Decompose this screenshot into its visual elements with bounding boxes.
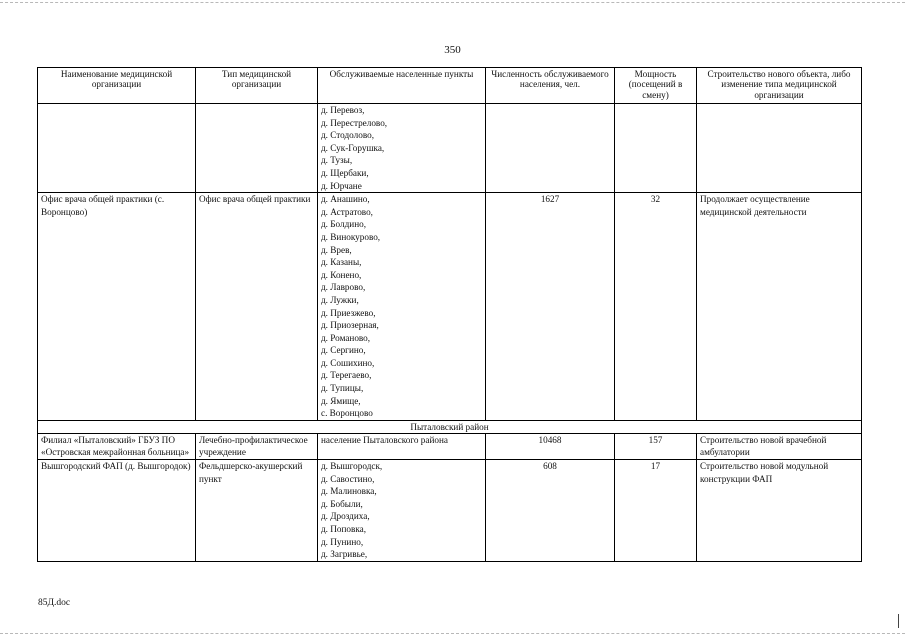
scan-edge-top	[0, 2, 905, 3]
header-org-name: Наименование медицинской организации	[38, 68, 196, 104]
settlement-list	[321, 193, 482, 420]
settlement-item: д. Щербаки,	[321, 167, 369, 178]
cell-org-type: Фельдшерско-акушерский пункт	[196, 460, 318, 562]
settlement-item: д. Лужки,	[321, 294, 359, 305]
settlement-item: д. Юрчане	[321, 180, 362, 191]
cell-construction: Строительство новой врачебной амбулатории	[697, 433, 862, 459]
settlement-item: д. Савостино,	[321, 473, 375, 484]
cell-population	[486, 104, 615, 193]
settlement-item: д. Пунино,	[321, 536, 364, 547]
header-settlements: Обслуживаемые населенные пункты	[318, 68, 486, 104]
settlement-item: д. Винокурово,	[321, 231, 381, 242]
settlement-item: д. Болдино,	[321, 219, 366, 230]
cell-org-name: Офис врача общей практики (с. Воронцово)	[38, 193, 196, 421]
cell-org-type: Лечебно-профилактическое учреждение	[196, 433, 318, 459]
settlement-item: д. Бобыли,	[321, 498, 363, 509]
section-title: Пыталовский район	[38, 420, 862, 433]
table-row-pytalovo	[38, 433, 862, 459]
header-capacity: Мощность (посещений в смену)	[615, 68, 697, 104]
settlement-item: д. Поповка,	[321, 524, 367, 534]
settlement-item: д. Врев,	[321, 244, 352, 255]
settlement-item: д. Тузы,	[321, 155, 353, 166]
cell-population: 10468	[486, 433, 615, 459]
cell-construction	[697, 104, 862, 193]
settlement-item: д. Сошихино,	[321, 357, 375, 368]
table-header-row	[38, 68, 862, 104]
settlement-item: д. Терегаево,	[321, 370, 372, 381]
settlement-list	[321, 104, 482, 192]
settlement-item: д. Сергино,	[321, 345, 366, 356]
settlement-item: с. Воронцово	[321, 408, 373, 419]
table-row-vyshgorodok	[38, 460, 862, 562]
cell-settlements	[318, 460, 486, 562]
settlement-item: д. Конено,	[321, 269, 362, 280]
scan-edge-mark	[898, 614, 899, 628]
cell-population: 608	[486, 460, 615, 562]
cell-settlements	[318, 193, 486, 421]
settlement-item: д. Сук-Горушка,	[321, 142, 385, 153]
header-population: Численность обслуживаемого населения, чел.	[486, 68, 615, 104]
cell-population: 1627	[486, 193, 615, 421]
cell-capacity	[615, 104, 697, 193]
settlement-item: д. Дроздиха,	[321, 511, 370, 522]
settlement-item: д. Тупицы,	[321, 383, 364, 394]
header-construction: Строительство нового объекта, либо изменение типа медицинской организации	[697, 68, 862, 104]
settlement-item: д. Перевоз,	[321, 105, 365, 115]
settlement-item: д. Приезжево,	[321, 307, 376, 318]
medical-organizations-table	[37, 67, 862, 562]
cell-capacity: 157	[615, 433, 697, 459]
cell-org-type	[196, 104, 318, 193]
cell-org-name: Филиал «Пыталовский» ГБУЗ ПО «Островская межрайонная больница»	[38, 433, 196, 459]
header-org-type: Тип медицинской организации	[196, 68, 318, 104]
scan-edge-bottom	[0, 633, 905, 634]
settlement-item: д. Казаны,	[321, 257, 362, 268]
settlement-item: д. Перестрелово,	[321, 117, 388, 128]
settlement-list	[321, 460, 482, 561]
table-row-vorontsovo	[38, 193, 862, 421]
table-section-row	[38, 420, 862, 433]
cell-settlements	[318, 104, 486, 193]
settlement-item: д. Вышгородск,	[321, 461, 383, 472]
settlement-item: д. Загривье,	[321, 549, 368, 560]
settlement-item: д. Анашино,	[321, 194, 370, 205]
cell-org-name: Вышгородский ФАП (д. Вышгородок)	[38, 460, 196, 562]
settlement-item: д. Стодолово,	[321, 130, 374, 141]
document-filename: 85Д.doc	[38, 598, 71, 608]
cell-capacity: 17	[615, 460, 697, 562]
settlement-item: д. Астратово,	[321, 206, 373, 217]
cell-settlements: население Пыталовского района	[318, 433, 486, 459]
page-number: 350	[444, 44, 461, 56]
table-row-continuation	[38, 104, 862, 193]
cell-construction: Продолжает осуществление медицинской деятельности	[697, 193, 862, 421]
cell-org-type: Офис врача общей практики	[196, 193, 318, 421]
settlement-item: д. Лаврово,	[321, 282, 366, 293]
settlement-item: д. Романово,	[321, 332, 371, 343]
settlement-item: д. Ямище,	[321, 395, 361, 406]
cell-capacity: 32	[615, 193, 697, 421]
cell-construction: Строительство новой модульной конструкции ФАП	[697, 460, 862, 562]
settlement-item: д. Малиновка,	[321, 486, 377, 497]
settlement-item: д. Приозерная,	[321, 320, 379, 331]
cell-org-name	[38, 104, 196, 193]
